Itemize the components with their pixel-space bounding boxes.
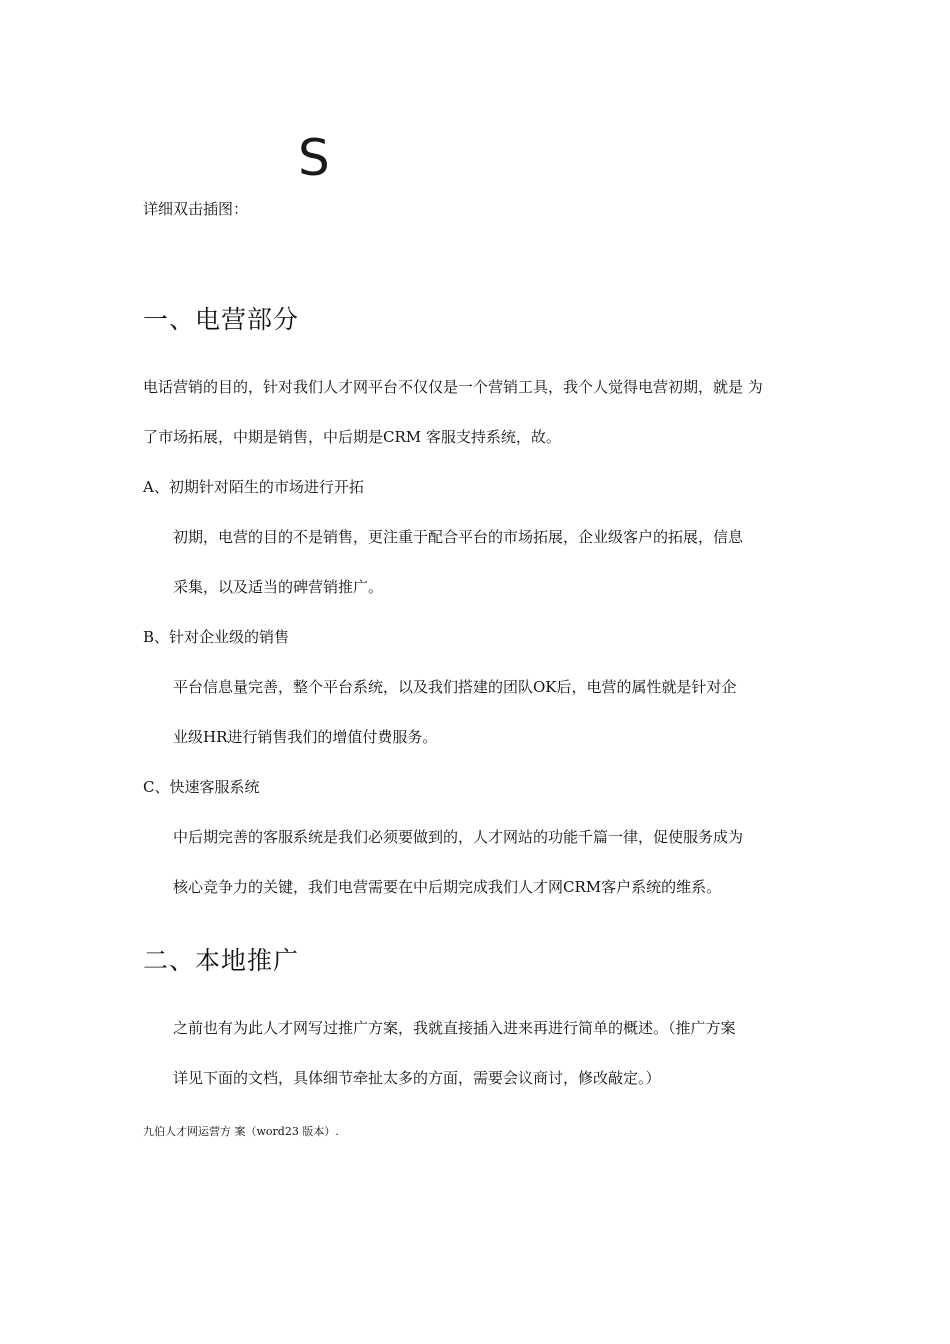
section-1-intro-line-1: 电话营销的目的，针对我们人才网平台不仅仅是一个营销工具，我个人觉得电营初期，就是 为 bbox=[143, 378, 763, 396]
logo-letter: S bbox=[298, 129, 330, 187]
item-b-title: B、针对企业级的销售 bbox=[143, 628, 290, 646]
section-2-heading: 二、本地推广 bbox=[143, 946, 300, 975]
item-c-line-1: 中后期完善的客服系统是我们必须要做到的，人才网站的功能千篇一律，促使服务成为 bbox=[173, 828, 744, 846]
section-1-heading: 一、电营部分 bbox=[143, 305, 300, 334]
item-a-line-1: 初期，电营的目的不是销售，更注重于配合平台的市场拓展，企业级客户的拓展，信息 bbox=[173, 528, 744, 546]
item-b-line-1: 平台信息量完善，整个平台系统，以及我们搭建的团队OK后，电营的属性就是针对企 bbox=[173, 678, 737, 696]
image-caption: 详细双击插图： bbox=[143, 200, 249, 218]
item-a-line-2: 采集，以及适当的碑营销推广。 bbox=[173, 578, 384, 596]
item-c-title: C、快速客服系统 bbox=[143, 778, 260, 796]
section-1-intro-line-2: 了市场拓展，中期是销售，中后期是CRM 客服支持系统，故。 bbox=[143, 428, 561, 446]
section-2-line-1: 之前也有为此人才网写过推广方案，我就直接插入进来再进行简单的概述。（推广方案 bbox=[173, 1019, 736, 1037]
document-footer: 九伯人才网运营方 案（word23 版本）. bbox=[143, 1125, 339, 1138]
item-c-line-2: 核心竞争力的关键，我们电营需要在中后期完成我们人才网CRM客户系统的维系。 bbox=[173, 878, 722, 896]
item-b-line-2: 业级HR进行销售我们的增值付费服务。 bbox=[173, 728, 438, 746]
item-a-title: A、初期针对陌生的市场进行开拓 bbox=[143, 478, 364, 496]
section-2-line-2: 详见下面的文档，具体细节牵扯太多的方面，需要会议商讨，修改敲定。） bbox=[173, 1069, 661, 1087]
